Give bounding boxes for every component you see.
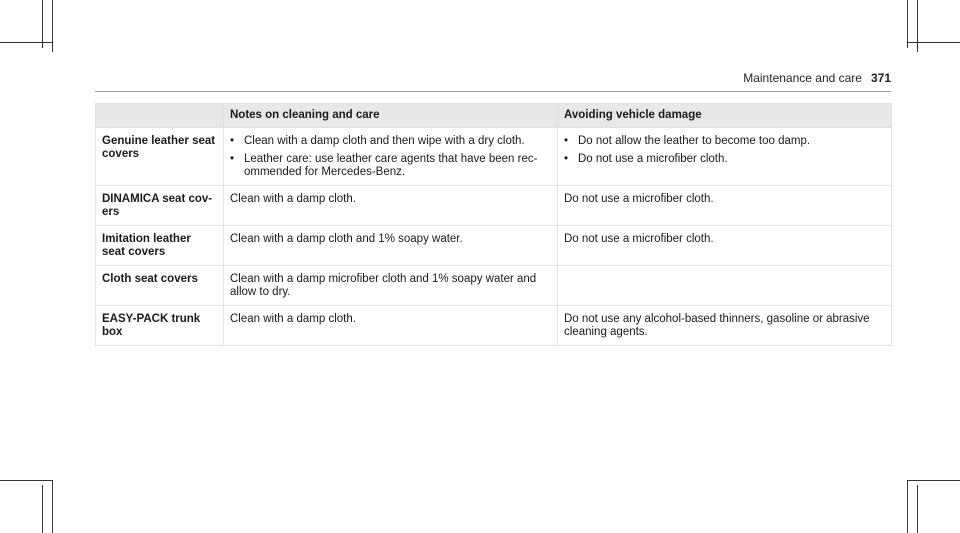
crop-mark (907, 480, 908, 533)
care-cell: Clean with a damp cloth and 1% soapy water. (224, 226, 558, 266)
row-label: Cloth seat covers (96, 266, 224, 306)
page-number: 371 (870, 71, 891, 85)
list-item: • Do not allow the leather to become too damp. (564, 135, 885, 148)
table-row (96, 306, 892, 346)
care-cell (224, 128, 558, 186)
table-row (96, 186, 892, 226)
care-cell: Clean with a damp cloth. (224, 306, 558, 346)
page-header (95, 70, 891, 92)
column-header (96, 104, 224, 128)
table-header-row (96, 104, 892, 128)
damage-list (564, 135, 885, 166)
column-header-notes: Notes on cleaning and care (224, 104, 558, 128)
column-header-damage: Avoiding vehicle damage (558, 104, 892, 128)
damage-cell (558, 128, 892, 186)
crop-mark (52, 480, 53, 533)
list-item: • Clean with a damp cloth and then wipe with a dry cloth. (230, 135, 551, 148)
care-cell: Clean with a damp microfiber cloth and 1% soapy water and allow to dry. (224, 266, 558, 306)
care-cell: Clean with a damp cloth. (224, 186, 558, 226)
table-row (96, 266, 892, 306)
care-list (230, 135, 551, 179)
row-label: Genuine leather seat covers (96, 128, 224, 186)
crop-mark (42, 485, 43, 533)
crop-mark (917, 485, 918, 533)
row-label: EASY-PACK trunk box (96, 306, 224, 346)
header-text (743, 71, 891, 85)
damage-cell: Do not use a microfiber cloth. (558, 226, 892, 266)
table-row (96, 226, 892, 266)
damage-cell (558, 266, 892, 306)
crop-mark (52, 0, 53, 52)
crop-mark (0, 480, 52, 481)
crop-mark (907, 42, 960, 43)
row-label: DINAMICA seat cov-ers (96, 186, 224, 226)
row-label: Imitation leather seat covers (96, 226, 224, 266)
crop-mark (907, 0, 908, 48)
damage-cell: Do not use any alcohol-based thinners, gasoline or abrasive cleaning agents. (558, 306, 892, 346)
section-title: Maintenance and care (743, 71, 862, 85)
table-row (96, 128, 892, 186)
crop-mark (917, 0, 918, 52)
cleaning-care-table (95, 103, 892, 346)
crop-mark (42, 0, 43, 48)
damage-cell: Do not use a microfiber cloth. (558, 186, 892, 226)
crop-mark (907, 480, 960, 481)
header-rule (95, 91, 891, 92)
list-item: • Leather care: use leather care agents that have been rec-ommended for Mercedes-Benz. (230, 153, 551, 179)
list-item: • Do not use a microfiber cloth. (564, 153, 885, 166)
crop-mark (0, 42, 52, 43)
